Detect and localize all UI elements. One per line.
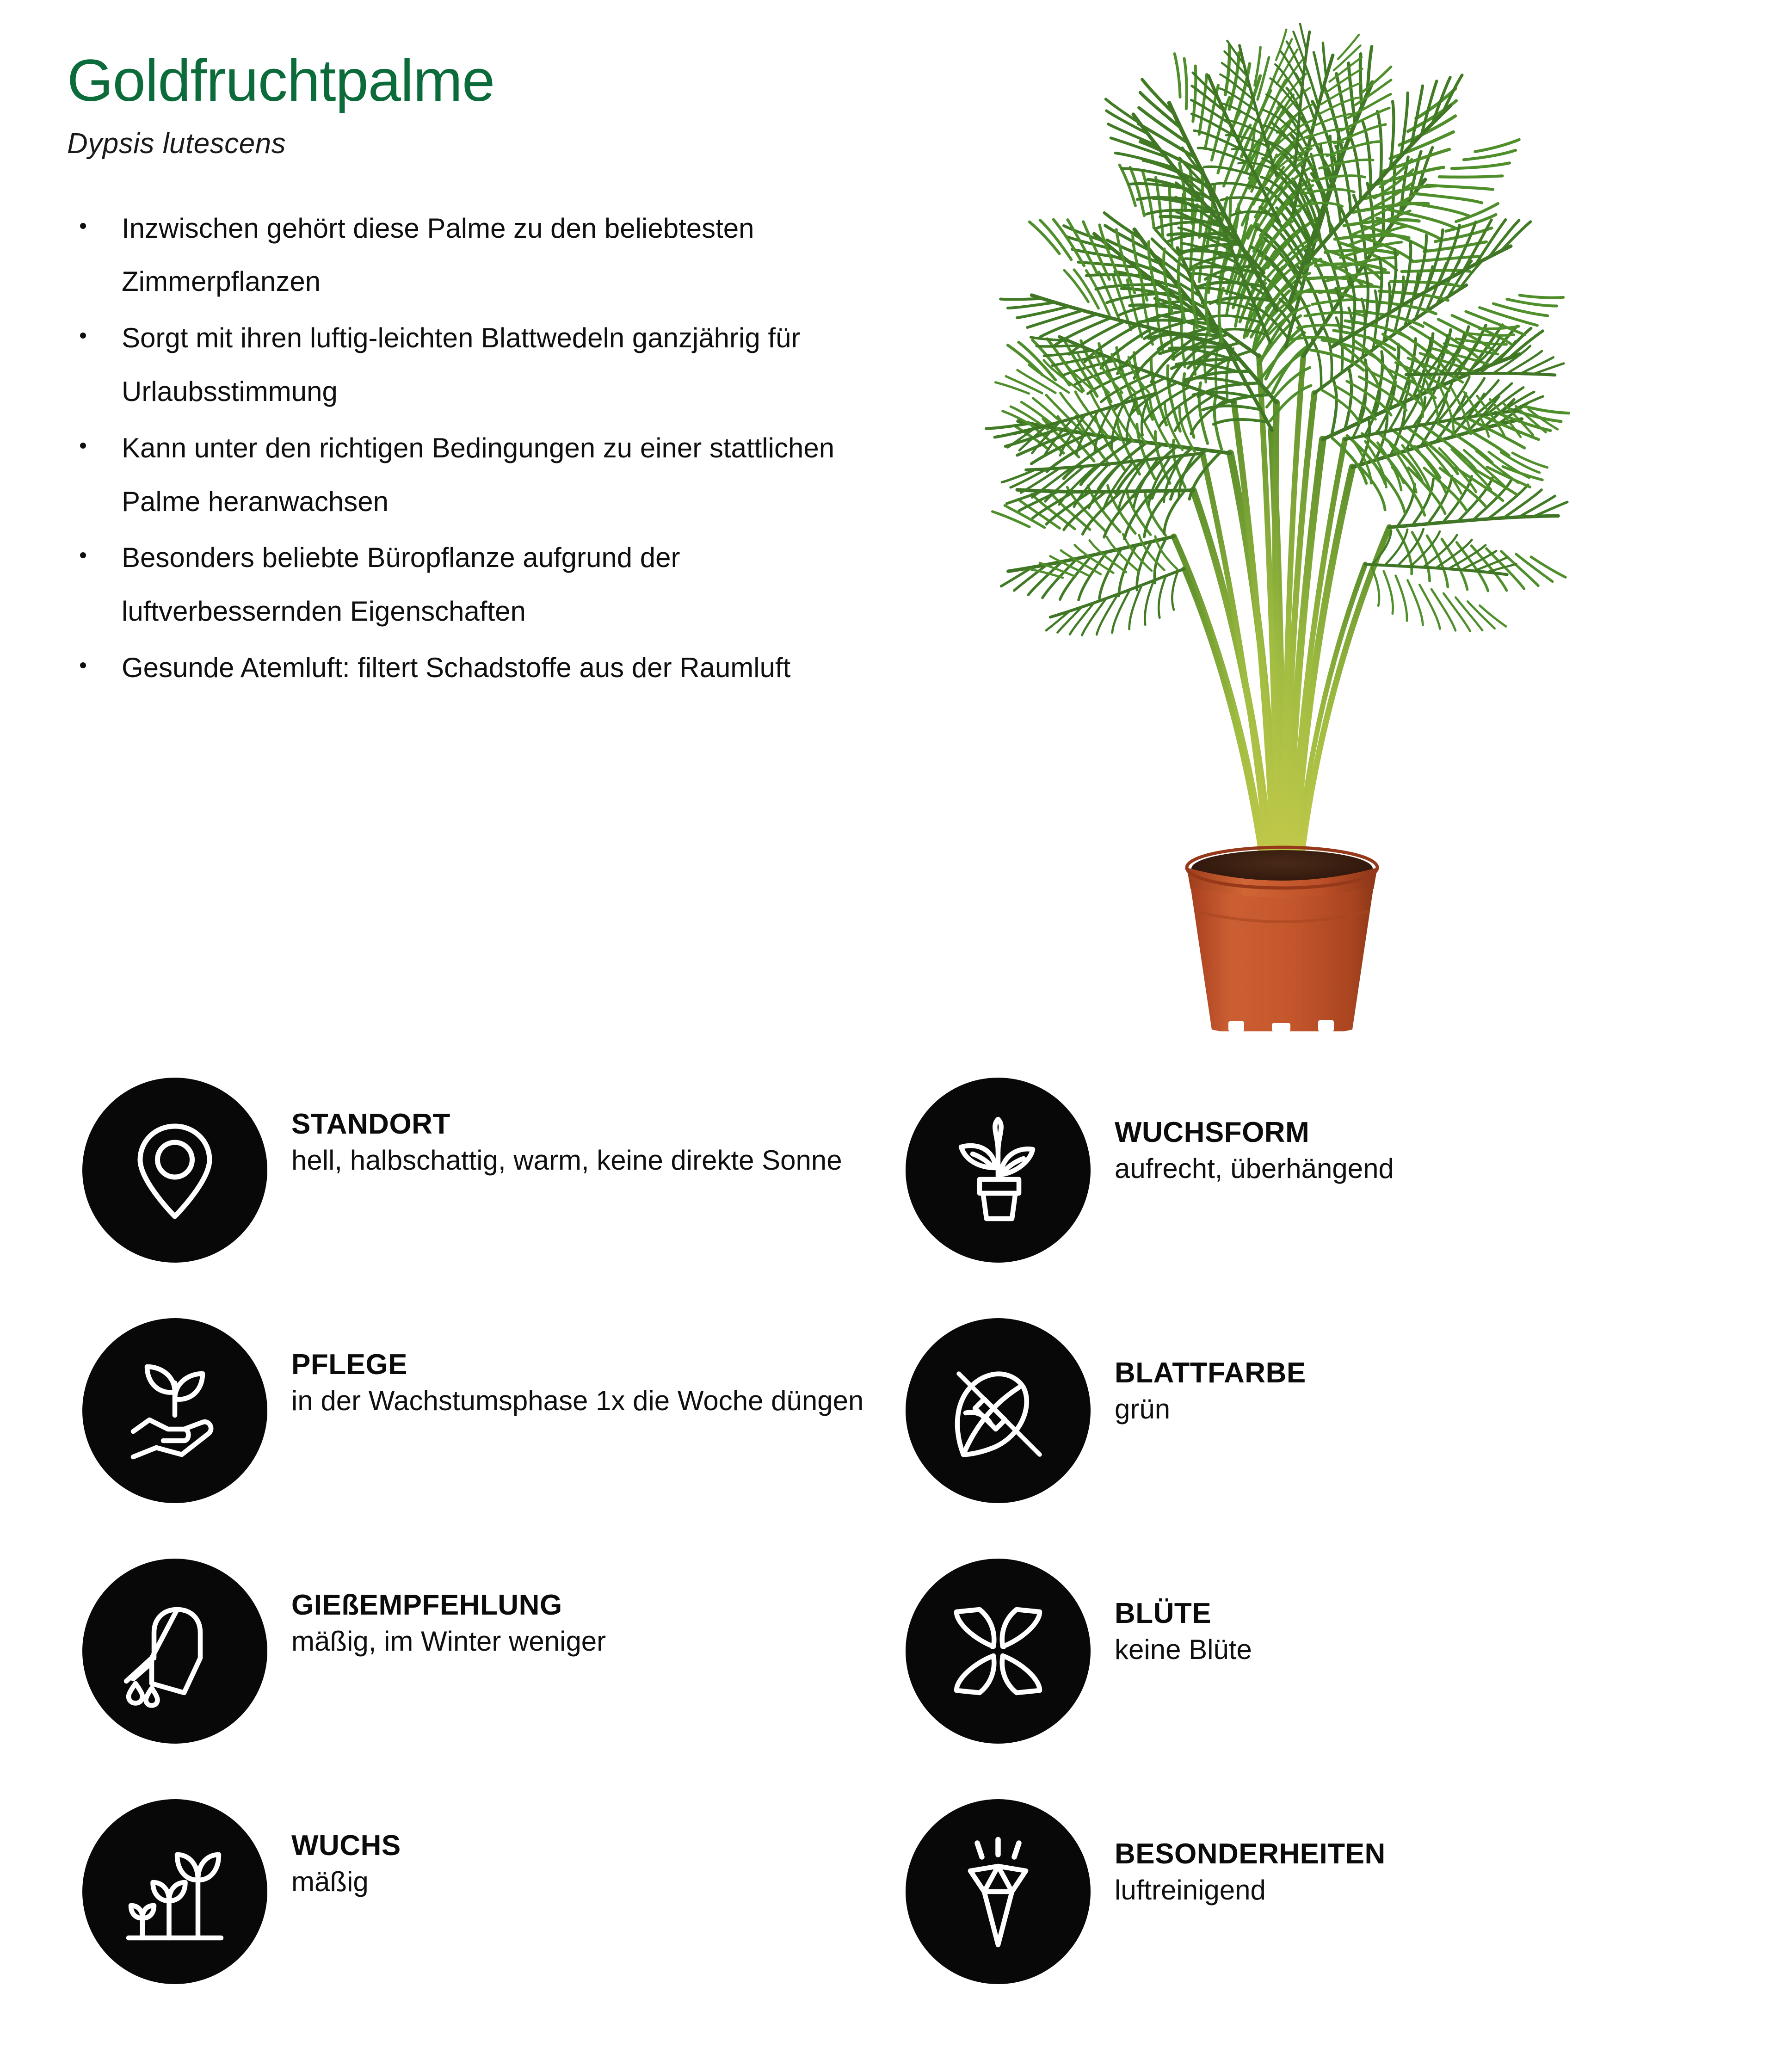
attribute-besonderheiten bbox=[906, 1799, 1692, 1984]
attribute-value: luftreinigend bbox=[1115, 1874, 1266, 1906]
attribute-text bbox=[1091, 1799, 1692, 1908]
attribute-value: grün bbox=[1115, 1393, 1171, 1424]
attribute-value: in der Wachstumsphase 1x die Woche düngen bbox=[291, 1385, 864, 1416]
botanical-name: Dypsis lutescens bbox=[67, 127, 286, 160]
attribute-text bbox=[267, 1559, 869, 1659]
attribute-value: mäßig bbox=[291, 1866, 369, 1897]
attribute-value: keine Blüte bbox=[1115, 1634, 1252, 1665]
diamond-sparkle-icon bbox=[906, 1799, 1091, 1984]
leaf-with-brush-icon bbox=[906, 1318, 1091, 1503]
attribute-row bbox=[0, 1318, 1776, 1559]
attribute-bluete bbox=[906, 1559, 1692, 1744]
attribute-wuchs bbox=[82, 1799, 869, 1984]
list-item-text: Besonders beliebte Büropflanze aufgrund der luftverbessernden Eigenschaften bbox=[122, 542, 680, 627]
plant-description-column bbox=[67, 48, 904, 697]
page-title: Goldfruchtpalme bbox=[67, 48, 495, 114]
attribute-text bbox=[267, 1799, 869, 1900]
attribute-text bbox=[1091, 1318, 1692, 1427]
attribute-wuchsform bbox=[906, 1078, 1692, 1263]
bullet-point-icon bbox=[80, 443, 86, 449]
attribute-value: hell, halbschattig, warm, keine direkte Sonne bbox=[291, 1144, 842, 1176]
attribute-title: BESONDERHEITEN bbox=[1115, 1838, 1386, 1870]
attribute-title: STANDORT bbox=[291, 1108, 450, 1140]
bullet-point-icon bbox=[80, 223, 86, 229]
list-item-text: Gesunde Atemluft: filtert Schadstoffe aus der Raumluft bbox=[122, 652, 791, 683]
attribute-text bbox=[1091, 1078, 1692, 1187]
growth-sprouts-icon bbox=[82, 1799, 267, 1984]
list-item bbox=[67, 202, 904, 309]
potted-plant-icon bbox=[906, 1078, 1091, 1263]
location-pin-icon bbox=[82, 1078, 267, 1263]
attribute-text bbox=[267, 1078, 869, 1178]
attribute-value: aufrecht, überhängend bbox=[1115, 1153, 1394, 1184]
attribute-row bbox=[0, 1799, 1776, 2040]
plant-pot bbox=[1187, 847, 1377, 1031]
list-item-text: Inzwischen gehört diese Palme zu den beliebtesten Zimmerpflanzen bbox=[122, 212, 754, 297]
attribute-value: mäßig, im Winter weniger bbox=[291, 1625, 606, 1657]
attribute-title: BLATTFARBE bbox=[1115, 1357, 1306, 1389]
highlights-list bbox=[67, 202, 904, 695]
list-item bbox=[67, 421, 904, 529]
attribute-text bbox=[267, 1318, 869, 1419]
list-item-text: Sorgt mit ihren luftig-leichten Blattwedeln ganzjährig für Urlaubsstimmung bbox=[122, 322, 801, 407]
list-item-text: Kann unter den richtigen Bedingungen zu einer stattlichen Palme heranwachsen bbox=[122, 432, 835, 517]
bullet-point-icon bbox=[80, 662, 86, 668]
attribute-title: BLÜTE bbox=[1115, 1597, 1212, 1629]
list-item bbox=[67, 531, 904, 638]
bullet-point-icon bbox=[80, 333, 86, 339]
attribute-title: GIEßEMPFEHLUNG bbox=[291, 1589, 562, 1621]
hand-with-sprout-icon bbox=[82, 1318, 267, 1503]
list-item bbox=[67, 311, 904, 419]
attribute-pflege bbox=[82, 1318, 869, 1503]
watering-can-icon bbox=[82, 1559, 267, 1744]
bullet-point-icon bbox=[80, 552, 86, 558]
attribute-title: WUCHS bbox=[291, 1830, 401, 1862]
attribute-standort bbox=[82, 1078, 869, 1263]
attribute-row bbox=[0, 1559, 1776, 1799]
plant-attributes-grid bbox=[0, 1078, 1776, 2040]
attribute-text bbox=[1091, 1559, 1692, 1668]
attribute-blattfarbe bbox=[906, 1318, 1692, 1503]
attribute-row bbox=[0, 1078, 1776, 1318]
plant-photo bbox=[953, 23, 1623, 1031]
list-item bbox=[67, 641, 904, 695]
attribute-title: PFLEGE bbox=[291, 1349, 408, 1381]
attribute-giessempfehlung bbox=[82, 1559, 869, 1744]
attribute-title: WUCHSFORM bbox=[1115, 1116, 1310, 1148]
flower-icon bbox=[906, 1559, 1091, 1744]
